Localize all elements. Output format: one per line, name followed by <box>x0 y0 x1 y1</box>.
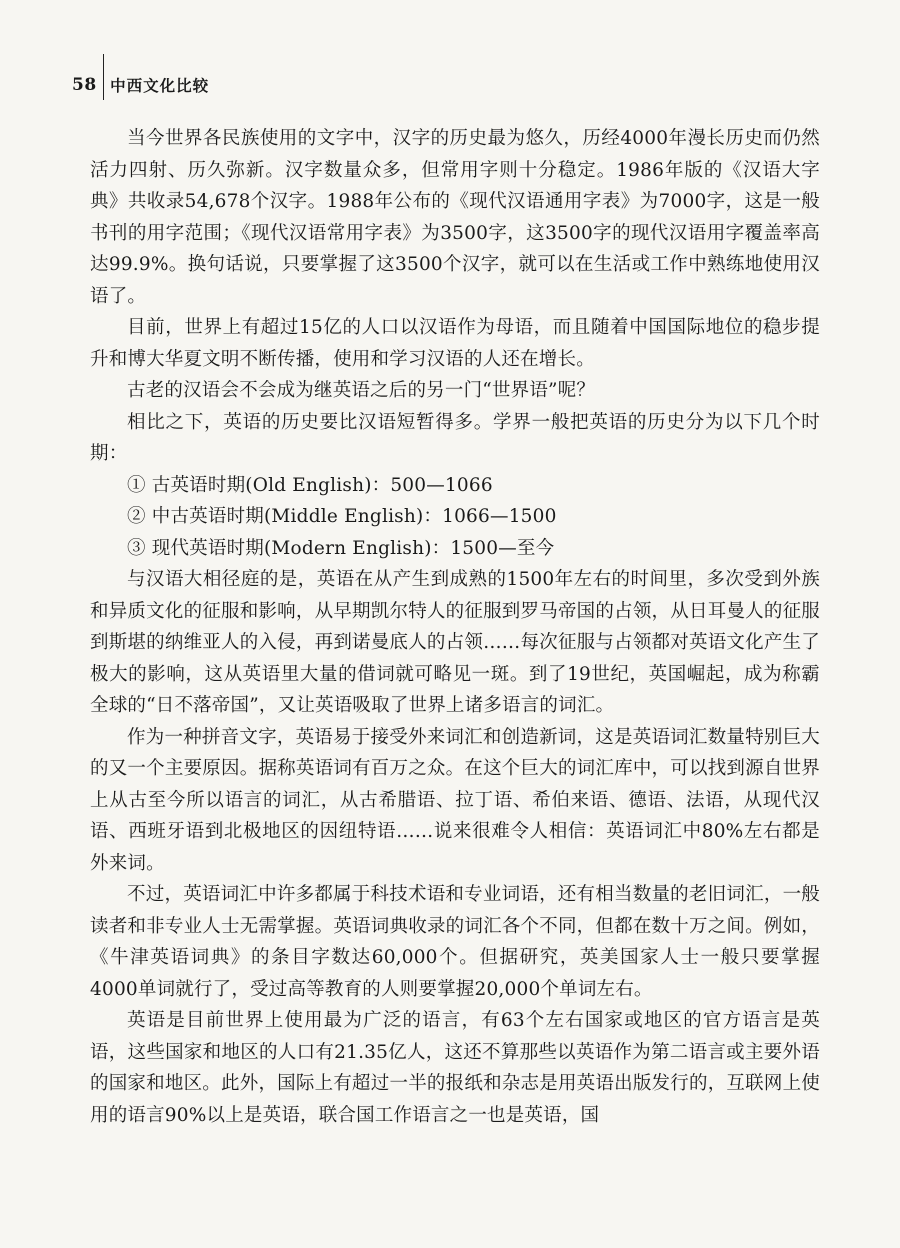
period-item-modern-english: ③ 现代英语时期(Modern English)：1500—至今 <box>127 537 555 559</box>
paragraph-english-usage: 英语是目前世界上使用最为广泛的语言，有63个左右国家或地区的官方语言是英语，这些国家和地区的人口有21.35亿人，这还不算那些以英语作为第二语言或主要外语的国家和地区。此外，国际上有超过一半的报纸和杂志是用英语出版发行的，互联网上使用的语言90%以上是英语，联合国工作语言之一也是英语，国 <box>90 1010 820 1126</box>
paragraph-english-history: 相比之下，英语的历史要比汉语短暂得多。学界一般把英语的历史分为以下几个时期： <box>90 411 820 464</box>
page-number: 58 <box>72 75 97 95</box>
period-item-middle-english: ② 中古英语时期(Middle English)：1066—1500 <box>127 506 557 527</box>
paragraph-chinese-characters: 当今世界各民族使用的文字中，汉字的历史最为悠久，历经4000年漫长历史而仍然活力四射、历久弥新。汉字数量众多，但常用字则十分稳定。1986年版的《汉语大字典》共收录54,678个汉字。1988年公布的《现代汉语通用字表》为7000字，这是一般书刊的用字范围；《现代汉语常用字表》为3500字，这3500字的现代汉语用字覆盖率高达99.9%。换句话说，只要掌握了这3500个汉字，就可以在生活或工作中熟练地使用汉语了。 <box>90 128 820 307</box>
header-divider <box>103 54 105 100</box>
paragraph-world-language-question: 古老的汉语会不会成为继英语之后的另一门“世界语”呢？ <box>127 380 596 401</box>
paragraph-vocabulary-size: 不过，英语词汇中许多都属于科技术语和专业词语，还有相当数量的老旧词汇，一般读者和非专业人士无需掌握。英语词典收录的词汇各个不同，但都在数十万之间。例如，《牛津英语词典》的条目字数达60,000个。但据研究，英美国家人士一般只要掌握4000单词就行了，受过高等教育的人则要掌握20,000个单词左右。 <box>90 884 820 1000</box>
period-item-old-english: ① 古英语时期(Old English)：500—1066 <box>127 474 493 496</box>
page-header <box>72 70 209 100</box>
running-title: 中西文化比较 <box>110 77 210 95</box>
paragraph-english-vocabulary: 作为一种拼音文字，英语易于接受外来词汇和创造新词，这是英语词汇数量特别巨大的又一个主要原因。据称英语词有百万之众。在这个巨大的词汇库中，可以找到源自世界上从古至今所以语言的词汇，从古希腊语、拉丁语、希伯来语、德语、法语，从现代汉语、西班牙语到北极地区的因纽特语……说来很难令人相信：英语词汇中80%左右都是外来词。 <box>90 726 820 874</box>
paragraph-english-influences: 与汉语大相径庭的是，英语在从产生到成熟的1500年左右的时间里，多次受到外族和异质文化的征服和影响，从早期凯尔特人的征服到罗马帝国的占领，从日耳曼人的征服到斯堪的纳维亚人的入侵，再到诺曼底人的占领……每次征服与占领都对英语文化产生了极大的影响，这从英语里大量的借词就可略见一斑。到了19世纪，英国崛起，成为称霸全球的“日不落帝国”，又让英语吸取了世界上诸多语言的词汇。 <box>90 569 821 716</box>
body-text <box>90 123 820 1131</box>
paragraph-chinese-speakers: 目前，世界上有超过15亿的人口以汉语作为母语，而且随着中国国际地位的稳步提升和博大华夏文明不断传播，使用和学习汉语的人还在增长。 <box>90 317 820 370</box>
